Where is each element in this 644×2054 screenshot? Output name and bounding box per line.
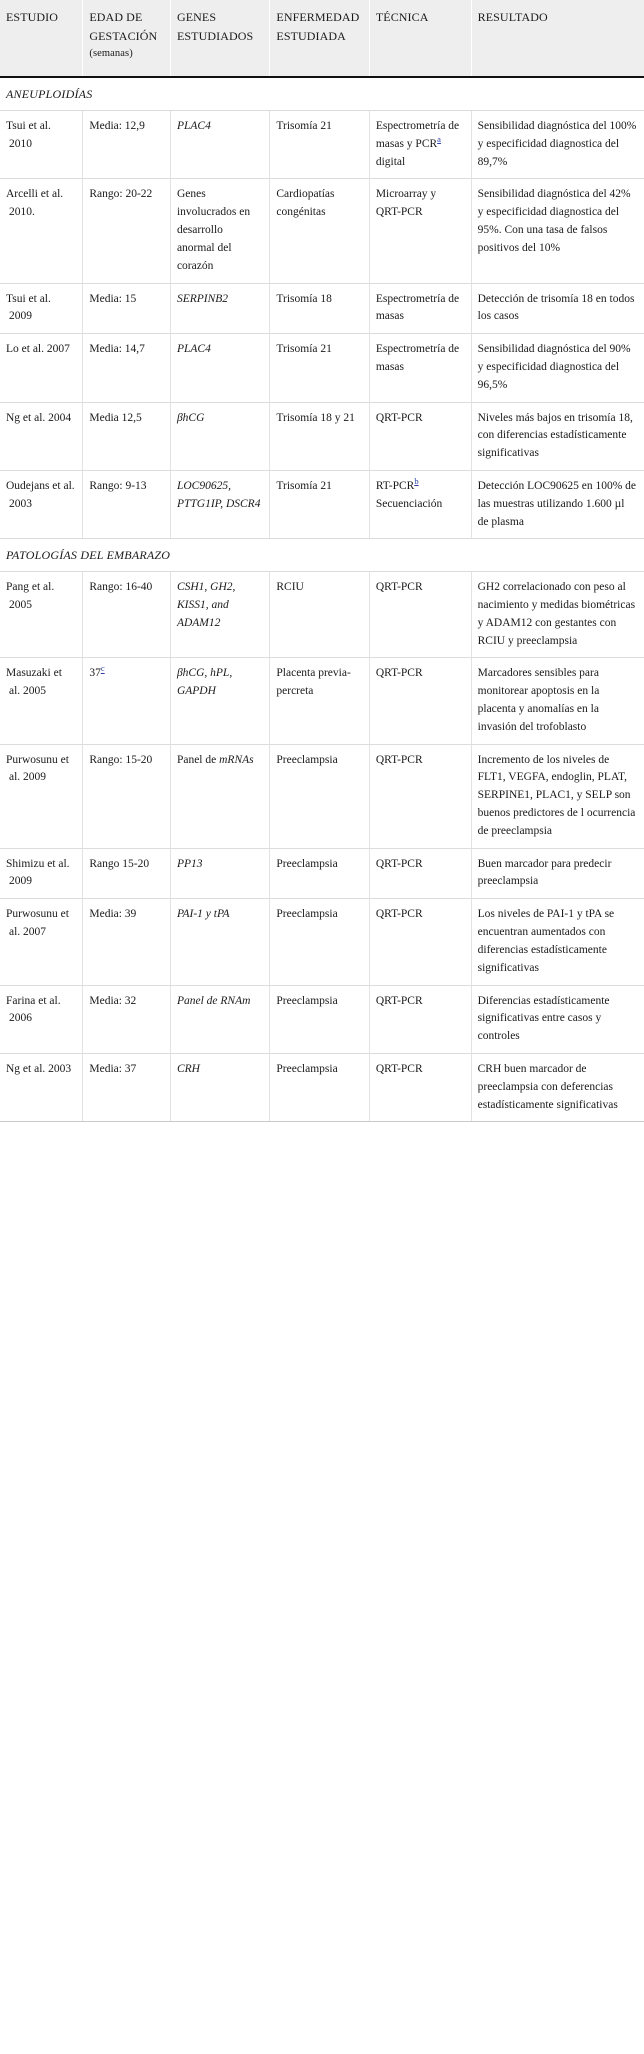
cell-tecnica bbox=[369, 283, 471, 334]
tecnica-text-suffix: Secuenciación bbox=[375, 497, 443, 510]
column-header-sublabel: (semanas) bbox=[89, 48, 133, 60]
genes-italic-text: mRNAs bbox=[219, 753, 254, 766]
table-row bbox=[0, 471, 644, 539]
section-header-row bbox=[0, 77, 644, 110]
cell-estudio: Ng et al. 2003 bbox=[0, 1053, 83, 1121]
tecnica-text: QRT-PCR bbox=[375, 857, 423, 870]
table-row bbox=[0, 334, 644, 402]
cell-edad-gestacion bbox=[83, 179, 171, 283]
header-row bbox=[0, 0, 644, 77]
footnote-link[interactable]: a bbox=[437, 134, 441, 145]
edad-value: Media: 12,9 bbox=[89, 120, 145, 133]
table-row bbox=[0, 848, 644, 899]
cell-genes-estudiados: Panel de RNAm bbox=[170, 985, 269, 1053]
cell-tecnica bbox=[369, 658, 471, 744]
tecnica-text-suffix: digital bbox=[375, 155, 406, 168]
cell-genes-estudiados: PP13 bbox=[170, 848, 269, 899]
column-header-estudio bbox=[0, 0, 83, 77]
cell-genes-estudiados: CRH bbox=[170, 1053, 269, 1121]
genes-text: Panel de bbox=[176, 753, 220, 766]
column-header-resultado bbox=[471, 0, 644, 77]
cell-edad-gestacion bbox=[83, 848, 171, 899]
tecnica-text: QRT-PCR bbox=[375, 994, 423, 1007]
edad-value: Media: 37 bbox=[89, 1062, 137, 1075]
cell-enfermedad-estudiada: Trisomía 18 bbox=[270, 283, 369, 334]
cell-resultado: Buen marcador para predecir preeclampsia bbox=[471, 848, 644, 899]
cell-tecnica bbox=[369, 471, 471, 539]
cell-tecnica bbox=[369, 1053, 471, 1121]
edad-value: Rango 15-20 bbox=[89, 857, 150, 870]
footnote-link[interactable]: c bbox=[100, 663, 105, 674]
cell-genes-estudiados: SERPINB2 bbox=[170, 283, 269, 334]
column-header-label: TÉCNICA bbox=[375, 10, 429, 24]
column-header-tecnica bbox=[369, 0, 471, 77]
tecnica-text: QRT-PCR bbox=[375, 753, 423, 766]
cell-genes-estudiados: CSH1, GH2, KISS1, and ADAM12 bbox=[170, 572, 269, 658]
column-header-label: EDAD DE GESTACIÓN bbox=[89, 10, 158, 43]
cell-resultado: Detección de trisomía 18 en todos los casos bbox=[471, 283, 644, 334]
cell-resultado: Marcadores sensibles para monitorear apoptosis en la placenta y anomalías en la invasión del trofoblasto bbox=[471, 658, 644, 744]
cell-edad-gestacion bbox=[83, 899, 171, 985]
cell-enfermedad-estudiada: Preeclampsia bbox=[270, 744, 369, 848]
cell-estudio: Purwosunu et al. 2007 bbox=[0, 899, 83, 985]
cell-enfermedad-estudiada: Trisomía 18 y 21 bbox=[270, 402, 369, 470]
column-header-enfermedad bbox=[270, 0, 369, 77]
tecnica-text: QRT-PCR bbox=[375, 411, 423, 424]
cell-enfermedad-estudiada: Preeclampsia bbox=[270, 1053, 369, 1121]
cell-tecnica bbox=[369, 985, 471, 1053]
section-header-row bbox=[0, 539, 644, 572]
cell-estudio: Tsui et al. 2009 bbox=[0, 283, 83, 334]
cell-enfermedad-estudiada: Preeclampsia bbox=[270, 985, 369, 1053]
cell-tecnica bbox=[369, 111, 471, 179]
section-title: PATOLOGÍAS DEL EMBARAZO bbox=[0, 539, 644, 572]
cell-genes-estudiados: βhCG, hPL, GAPDH bbox=[170, 658, 269, 744]
edad-value: Rango: 9-13 bbox=[89, 480, 147, 493]
table-row bbox=[0, 179, 644, 283]
table-row bbox=[0, 985, 644, 1053]
edad-value: Rango: 16-40 bbox=[89, 581, 153, 594]
cell-genes-estudiados: PLAC4 bbox=[170, 111, 269, 179]
cell-estudio: Ng et al. 2004 bbox=[0, 402, 83, 470]
cell-tecnica bbox=[369, 179, 471, 283]
cell-tecnica bbox=[369, 334, 471, 402]
edad-value: Media 12,5 bbox=[89, 411, 142, 424]
edad-value: Media: 39 bbox=[89, 908, 137, 921]
cell-enfermedad-estudiada: Trisomía 21 bbox=[270, 111, 369, 179]
tecnica-text: QRT-PCR bbox=[375, 581, 423, 594]
cell-enfermedad-estudiada: Trisomía 21 bbox=[270, 334, 369, 402]
column-header-label: GENES ESTUDIADOS bbox=[176, 10, 254, 43]
cell-resultado: Detección LOC90625 en 100% de las muestras utilizando 1.600 µl de plasma bbox=[471, 471, 644, 539]
tecnica-text: Microarray y QRT-PCR bbox=[375, 188, 437, 219]
tecnica-text: Espectrometría de masas bbox=[375, 292, 460, 323]
edad-value: Rango: 15-20 bbox=[89, 753, 153, 766]
table-row bbox=[0, 744, 644, 848]
column-header-label: ESTUDIO bbox=[6, 10, 59, 24]
tecnica-text: QRT-PCR bbox=[375, 908, 423, 921]
cell-edad-gestacion bbox=[83, 985, 171, 1053]
cell-estudio: Oudejans et al. 2003 bbox=[0, 471, 83, 539]
table-row bbox=[0, 111, 644, 179]
cell-estudio: Tsui et al. 2010 bbox=[0, 111, 83, 179]
edad-value: Rango: 20-22 bbox=[89, 188, 153, 201]
cell-estudio: Arcelli et al. 2010. bbox=[0, 179, 83, 283]
table-header bbox=[0, 0, 644, 77]
column-header-genes bbox=[170, 0, 269, 77]
cell-genes-estudiados: LOC90625, PTTG1IP, DSCR4 bbox=[170, 471, 269, 539]
cell-tecnica bbox=[369, 848, 471, 899]
cell-enfermedad-estudiada: Trisomía 21 bbox=[270, 471, 369, 539]
column-header-label: ENFERMEDAD ESTUDIADA bbox=[276, 10, 360, 43]
cell-tecnica bbox=[369, 744, 471, 848]
column-header-edad bbox=[83, 0, 171, 77]
cell-enfermedad-estudiada: Placenta previa-percreta bbox=[270, 658, 369, 744]
cell-enfermedad-estudiada: Cardiopatías congénitas bbox=[270, 179, 369, 283]
cell-edad-gestacion bbox=[83, 283, 171, 334]
cell-enfermedad-estudiada: RCIU bbox=[270, 572, 369, 658]
footnote-marker[interactable] bbox=[437, 134, 441, 144]
footnote-link[interactable]: b bbox=[414, 476, 419, 487]
section-title: ANEUPLOIDÍAS bbox=[0, 77, 644, 110]
cell-estudio: Pang et al. 2005 bbox=[0, 572, 83, 658]
cell-resultado: Niveles más bajos en trisomía 18, con diferencias estadísticamente significativas bbox=[471, 402, 644, 470]
cell-edad-gestacion bbox=[83, 744, 171, 848]
cell-resultado: Sensibilidad diagnóstica del 42% y especificidad diagnostica del 95%. Con una tasa de falsos positivos del 10% bbox=[471, 179, 644, 283]
table-body bbox=[0, 77, 644, 1121]
cell-resultado: CRH buen marcador de preeclampsia con deferencias estadísticamente significativas bbox=[471, 1053, 644, 1121]
table-row bbox=[0, 402, 644, 470]
cell-edad-gestacion bbox=[83, 334, 171, 402]
cell-edad-gestacion bbox=[83, 111, 171, 179]
cell-resultado: Sensibilidad diagnóstica del 100% y especificidad diagnostica del 89,7% bbox=[471, 111, 644, 179]
cell-genes-estudiados: Genes involucrados en desarrollo anormal del corazón bbox=[170, 179, 269, 283]
cell-tecnica bbox=[369, 572, 471, 658]
tecnica-text: QRT-PCR bbox=[375, 667, 423, 680]
cell-genes-estudiados: βhCG bbox=[170, 402, 269, 470]
table-row bbox=[0, 572, 644, 658]
edad-value: 37 bbox=[89, 667, 101, 680]
column-header-label: RESULTADO bbox=[477, 10, 548, 24]
footnote-marker[interactable] bbox=[414, 476, 418, 486]
edad-value: Media: 15 bbox=[89, 292, 137, 305]
table-row bbox=[0, 899, 644, 985]
cell-resultado: Incremento de los niveles de FLT1, VEGFA, endoglin, PLAT, SERPINE1, PLAC1, y SELP son buenos predictores de l ocurrencia de preeclampsia bbox=[471, 744, 644, 848]
table-row bbox=[0, 658, 644, 744]
cell-estudio: Farina et al. 2006 bbox=[0, 985, 83, 1053]
cell-genes-estudiados bbox=[170, 744, 269, 848]
cell-estudio: Purwosunu et al. 2009 bbox=[0, 744, 83, 848]
cell-edad-gestacion bbox=[83, 402, 171, 470]
cell-edad-gestacion bbox=[83, 572, 171, 658]
cell-estudio: Lo et al. 2007 bbox=[0, 334, 83, 402]
cell-enfermedad-estudiada: Preeclampsia bbox=[270, 848, 369, 899]
footnote-marker[interactable] bbox=[101, 664, 105, 674]
tecnica-text: Espectrometría de masas y PCR bbox=[375, 120, 460, 150]
cell-edad-gestacion bbox=[83, 658, 171, 744]
tecnica-text: RT-PCR bbox=[375, 480, 415, 493]
cell-resultado: Sensibilidad diagnóstica del 90% y especificidad diagnostica del 96,5% bbox=[471, 334, 644, 402]
edad-value: Media: 14,7 bbox=[89, 343, 145, 356]
cell-estudio: Shimizu et al. 2009 bbox=[0, 848, 83, 899]
cell-tecnica bbox=[369, 899, 471, 985]
cell-enfermedad-estudiada: Preeclampsia bbox=[270, 899, 369, 985]
cell-tecnica bbox=[369, 402, 471, 470]
cell-edad-gestacion bbox=[83, 471, 171, 539]
table-row bbox=[0, 283, 644, 334]
cell-estudio: Masuzaki et al. 2005 bbox=[0, 658, 83, 744]
cell-resultado: GH2 correlacionado con peso al nacimiento y medidas biométricas y ADAM12 con gestantes con RCIU y preeclampsia bbox=[471, 572, 644, 658]
tecnica-text: QRT-PCR bbox=[375, 1062, 423, 1075]
cell-genes-estudiados: PAI-1 y tPA bbox=[170, 899, 269, 985]
cell-resultado: Los niveles de PAI-1 y tPA se encuentran aumentados con diferencias estadísticamente significativas bbox=[471, 899, 644, 985]
cell-genes-estudiados: PLAC4 bbox=[170, 334, 269, 402]
tecnica-text: Espectrometría de masas bbox=[375, 343, 460, 373]
cell-resultado: Diferencias estadísticamente significativas entre casos y controles bbox=[471, 985, 644, 1053]
edad-value: Media: 32 bbox=[89, 994, 137, 1007]
cell-edad-gestacion bbox=[83, 1053, 171, 1121]
table-row bbox=[0, 1053, 644, 1121]
